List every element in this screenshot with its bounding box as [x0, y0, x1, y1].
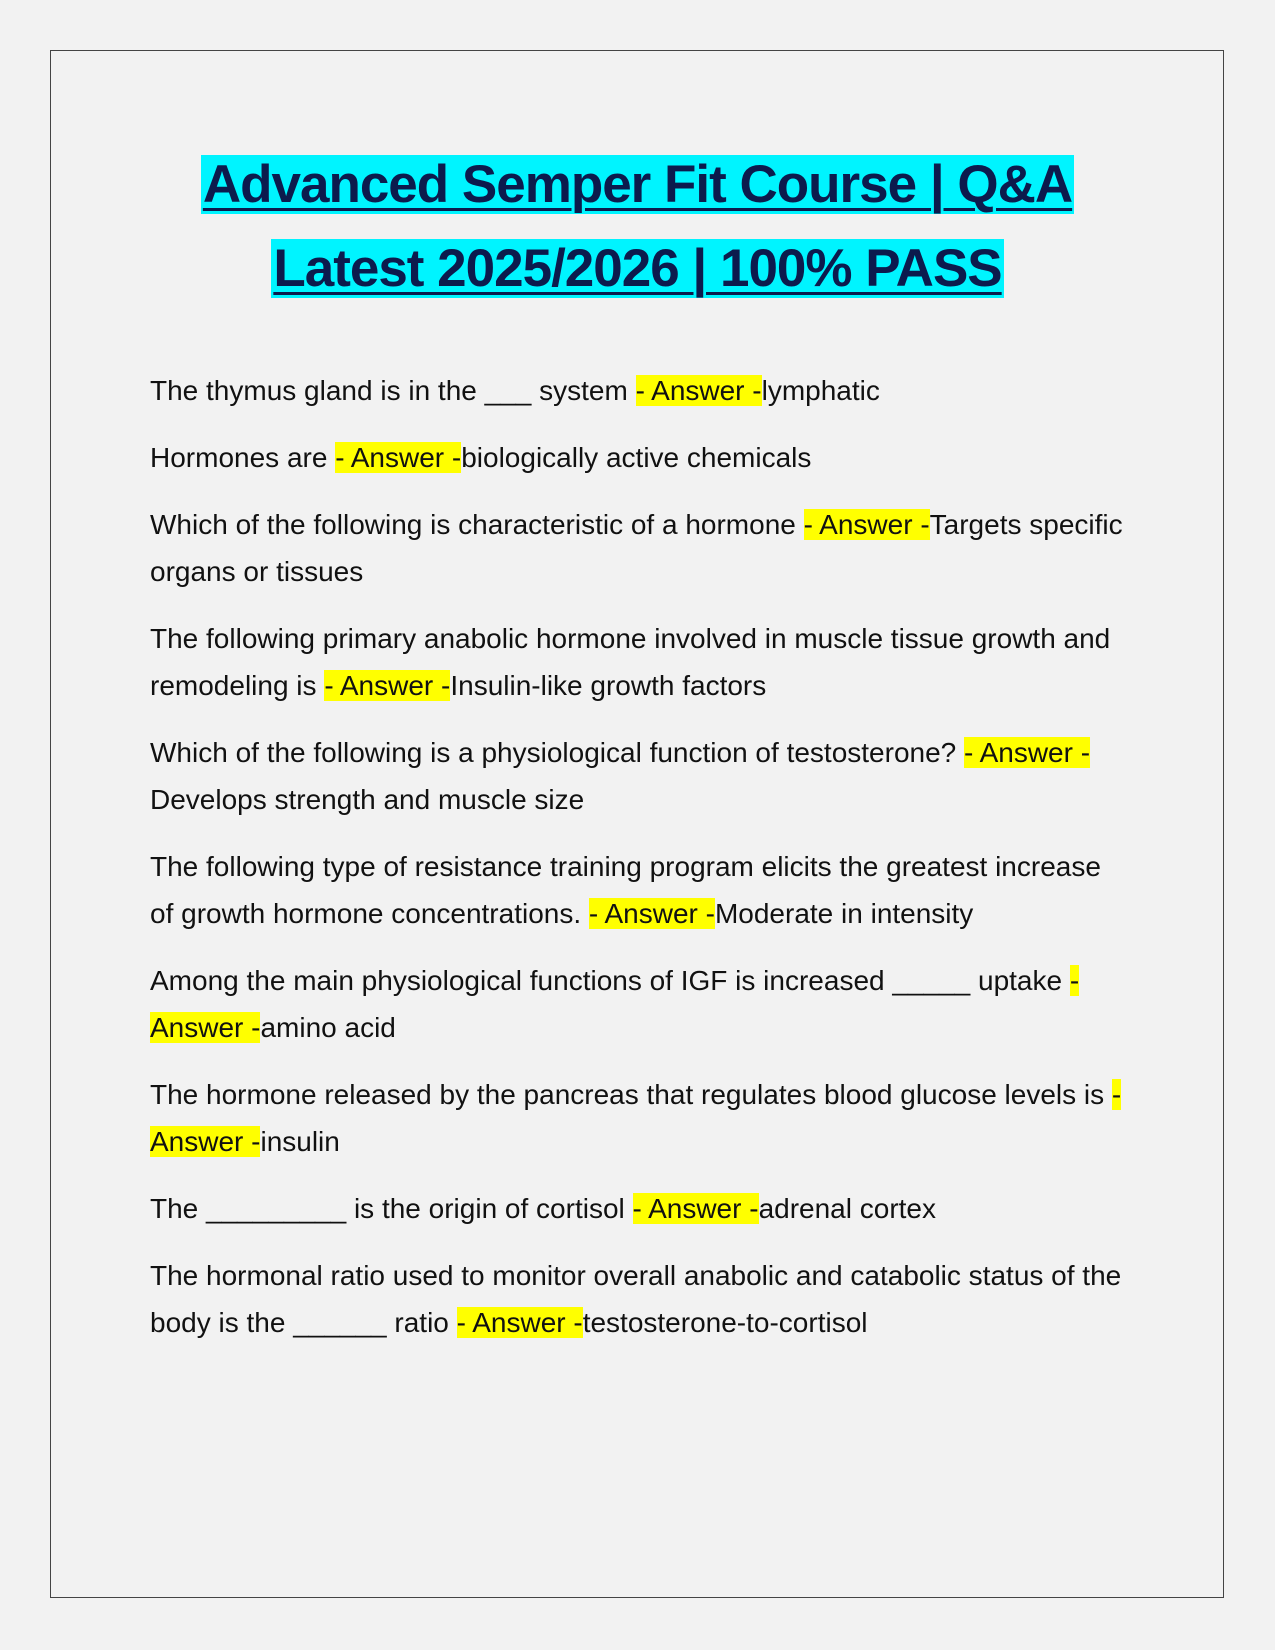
answer-text: biologically active chemicals — [461, 442, 812, 473]
answer-marker: - Answer - — [150, 1079, 1122, 1157]
question-text: The hormonal ratio used to monitor overall anabolic and catabolic status of the body is the ______ ratio — [150, 1260, 1122, 1338]
question-text: Which of the following is characteristic of a hormone — [150, 509, 804, 540]
answer-text: insulin — [260, 1126, 340, 1157]
answer-marker: - Answer - — [632, 1193, 759, 1224]
qa-item — [150, 1071, 1130, 1165]
answer-marker: - Answer - — [324, 670, 451, 701]
answer-marker: - Answer - — [588, 898, 715, 929]
answer-text: Targets specific organs or tissues — [150, 509, 1123, 587]
title-line-1: Advanced Semper Fit Course | Q&A — [202, 155, 1073, 214]
qa-item — [150, 501, 1130, 595]
qa-list — [150, 367, 1130, 1366]
question-text: The _________ is the origin of cortisol — [150, 1193, 633, 1224]
answer-marker: - Answer - — [964, 737, 1091, 768]
qa-item — [150, 367, 1130, 414]
answer-marker: - Answer - — [456, 1307, 583, 1338]
answer-text: Insulin-like growth factors — [450, 670, 767, 701]
answer-marker: - Answer - — [803, 509, 930, 540]
question-text: The following primary anabolic hormone involved in muscle tissue growth and remodeling is — [150, 623, 1111, 701]
qa-item — [150, 434, 1130, 481]
question-text: The hormone released by the pancreas that regulates blood glucose levels is — [150, 1079, 1112, 1110]
qa-item — [150, 1185, 1130, 1232]
question-text: Which of the following is a physiological function of testosterone? — [150, 737, 965, 768]
qa-item — [150, 615, 1130, 709]
qa-item — [150, 843, 1130, 937]
answer-marker: - Answer - — [635, 375, 762, 406]
answer-text: Moderate in intensity — [714, 898, 974, 929]
answer-marker: - Answer - — [150, 965, 1080, 1043]
answer-text: testosterone-to-cortisol — [582, 1307, 868, 1338]
answer-marker: - Answer - — [335, 442, 462, 473]
qa-item — [150, 729, 1130, 823]
qa-item — [150, 1252, 1130, 1346]
answer-text: amino acid — [260, 1012, 396, 1043]
document-title — [60, 143, 1215, 311]
title-line-2: Latest 2025/2026 | 100% PASS — [273, 239, 1002, 298]
question-text: The thymus gland is in the ___ system — [150, 375, 636, 406]
question-text: Among the main physiological functions of IGF is increased _____ uptake — [150, 965, 1070, 996]
answer-text: adrenal cortex — [758, 1193, 936, 1224]
question-text: Hormones are — [150, 442, 336, 473]
qa-item — [150, 957, 1130, 1051]
question-text: The following type of resistance training program elicits the greatest increase of growth hormone concentrations. — [150, 851, 1101, 929]
answer-text: Develops strength and muscle size — [150, 784, 585, 815]
answer-text: lymphatic — [761, 375, 880, 406]
